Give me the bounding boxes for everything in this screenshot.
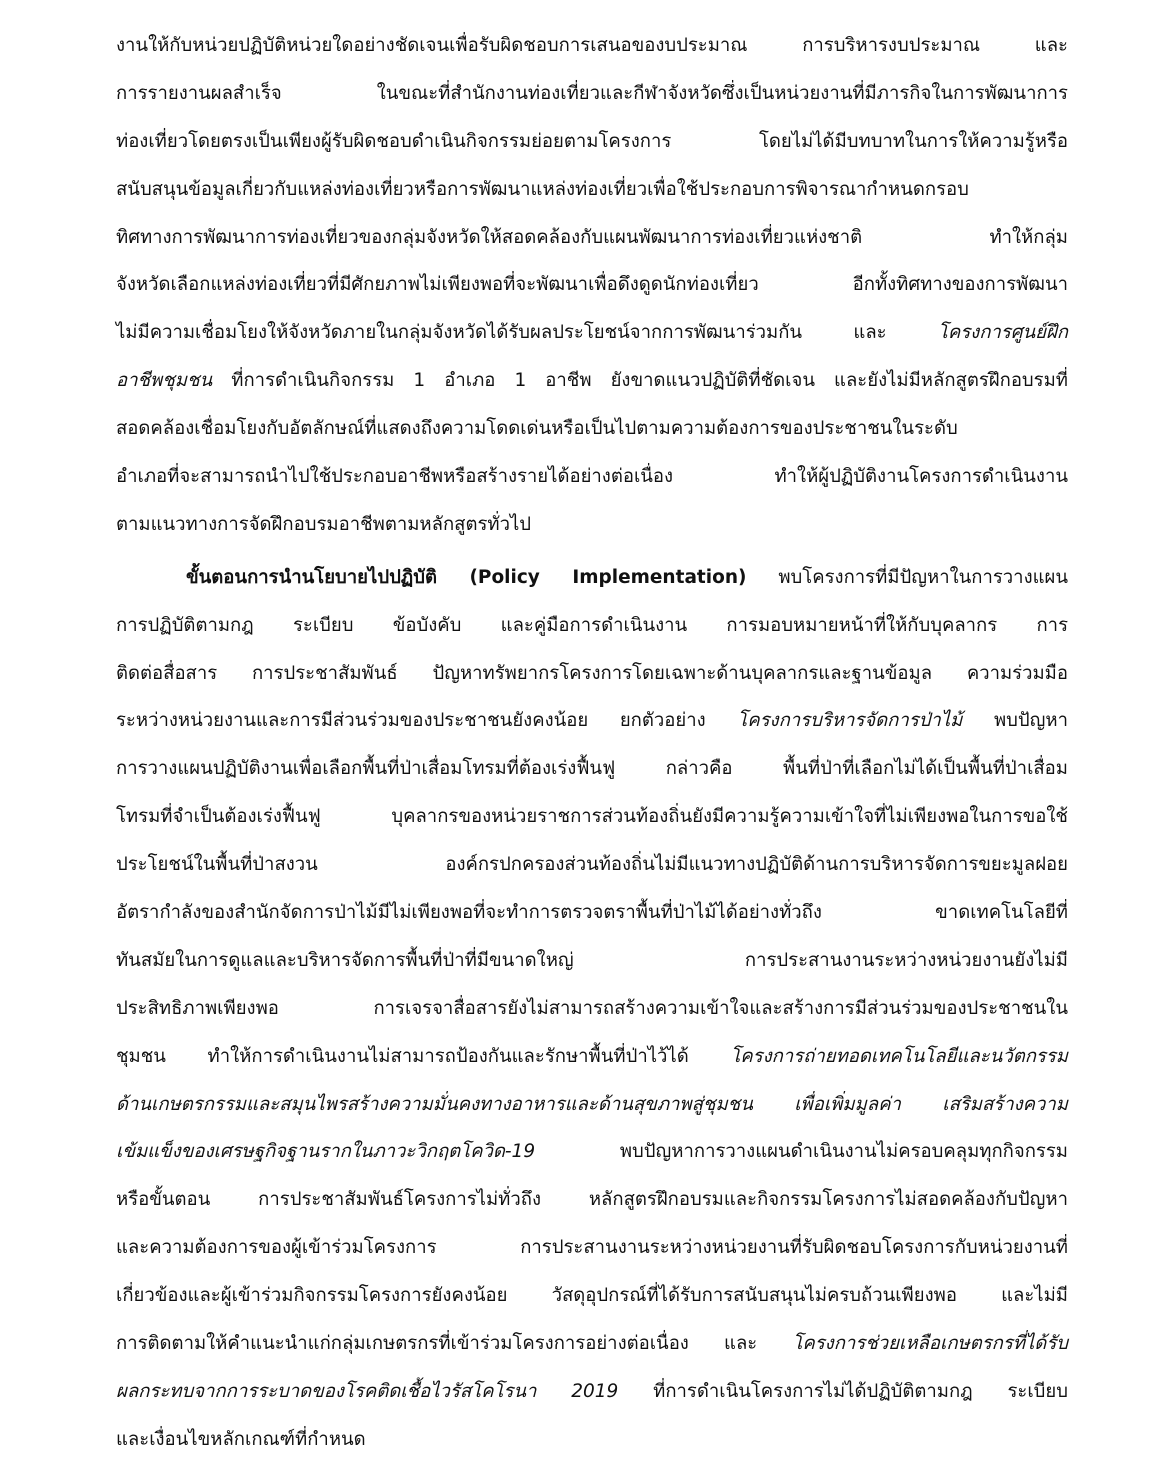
text-line: งานให้กับหน่วยปฏิบัติหน่วยใดอย่างชัดเจนเพื่อรับผิดชอบการเสนอของบประมาณ การบริหารงบประมาณ และ xyxy=(116,35,1068,56)
text-line xyxy=(116,1033,1068,1081)
text-line xyxy=(116,357,1068,405)
text-segment: ไม่มีความเชื่อมโยงให้จังหวัดภายในกลุ่มจังหวัดได้รับผลประโยชน์จากการพัฒนาร่วมกัน และ xyxy=(116,322,938,344)
project-name: โครงการศูนย์ฝึก xyxy=(937,322,1068,344)
text-line: และเงื่อนไขหลักเกณฑ์ที่กำหนด xyxy=(116,1428,366,1450)
project-name: โครงการช่วยเหลือเกษตรกรที่ได้รับ xyxy=(792,1333,1068,1355)
text-line xyxy=(116,309,1068,357)
text-line: เกี่ยวข้องและผู้เข้าร่วมกิจกรรมโครงการยังคงน้อย วัสดุอุปกรณ์ที่ได้รับการสนับสนุนไม่ครบถ้วนเพียงพอ และไม่มี xyxy=(116,1285,1068,1307)
text-line xyxy=(116,554,1068,602)
paragraph-1 xyxy=(116,22,1068,549)
text-line: ประโยชน์ในพื้นที่ป่าสงวน องค์กรปกครองส่วนท้องถิ่นไม่มีแนวทางปฏิบัติด้านการบริหารจัดการขยะมูลฝอย xyxy=(116,854,1068,876)
text-line: อัตรากำลังของสำนักจัดการป่าไม้มีไม่เพียงพอที่จะทำการตรวจตราพื้นที่ป่าไม้ได้อย่างทั่วถึง ขาดเทคโนโลยีที่ xyxy=(116,902,1068,924)
text-line: ทิศทางการพัฒนาการท่องเที่ยวของกลุ่มจังหวัดให้สอดคล้องกับแผนพัฒนาการท่องเที่ยวแห่งชาติ ทำให้กลุ่ม xyxy=(116,226,1068,248)
text-line: การรายงานผลสำเร็จ ในขณะที่สำนักงานท่องเที่ยวและกีฬาจังหวัดซึ่งเป็นหน่วยงานที่มีภารกิจในการพัฒนาการ xyxy=(116,82,1068,104)
text-line xyxy=(116,1368,1068,1416)
text-segment: พบปัญหาการวางแผนดำเนินงานไม่ครอบคลุมทุกกิจกรรม xyxy=(535,1141,1068,1163)
text-line: ตามแนวทางการจัดฝึกอบรมอาชีพตามหลักสูตรทั่วไป xyxy=(116,513,532,535)
document-page xyxy=(116,22,1068,1464)
text-segment: ระหว่างหน่วยงานและการมีส่วนร่วมของประชาชนยังคงน้อย ยกตัวอย่าง xyxy=(116,710,738,732)
paragraph-2 xyxy=(116,554,1068,1464)
text-line: จังหวัดเลือกแหล่งท่องเที่ยวที่มีศักยภาพไม่เพียงพอที่จะพัฒนาเพื่อดึงดูดนักท่องเที่ยว อีกทั้งทิศทางของการพัฒนา xyxy=(116,274,1068,296)
text-line: หรือขั้นตอน การประชาสัมพันธ์โครงการไม่ทั่วถึง หลักสูตรฝึกอบรมและกิจกรรมโครงการไม่สอดคล้องกับปัญหา xyxy=(116,1189,1068,1211)
text-segment: พบปัญหา xyxy=(962,710,1068,732)
text-line: ประสิทธิภาพเพียงพอ การเจรจาสื่อสารยังไม่สามารถสร้างความเข้าใจและสร้างการมีส่วนร่วมของประชาชนใน xyxy=(116,997,1068,1019)
text-line: สนับสนุนข้อมูลเกี่ยวกับแหล่งท่องเที่ยวหรือการพัฒนาแหล่งท่องเที่ยวเพื่อใช้ประกอบการพิจารณากำหนดกรอบ xyxy=(116,178,969,200)
text-segment: ที่การดำเนินโครงการไม่ได้ปฏิบัติตามกฎ ระเบียบ xyxy=(618,1380,1068,1402)
project-name: เข้มแข็งของเศรษฐกิจฐานรากในภาวะวิกฤตโควิด-19 xyxy=(116,1141,536,1163)
text-line: ติดต่อสื่อสาร การประชาสัมพันธ์ ปัญหาทรัพยากรโครงการโดยเฉพาะด้านบุคลากรและฐานข้อมูล ความร่วมมือ xyxy=(116,662,1068,684)
project-name: โครงการถ่ายทอดเทคโนโลยีและนวัตกรรม xyxy=(730,1045,1068,1067)
text-segment: ชุมชน ทำให้การดำเนินงานไม่สามารถป้องกันและรักษาพื้นที่ป่าไว้ได้ xyxy=(116,1045,731,1067)
text-segment: ที่การดำเนินกิจกรรม 1 อำเภอ 1 อาชีพ ยังขาดแนวปฏิบัติที่ชัดเจน และยังไม่มีหลักสูตรฝึกอบรมที่ xyxy=(212,370,1068,392)
text-line xyxy=(116,697,1068,745)
section-heading: ขั้นตอนการนำนโยบายไปปฏิบัติ (Policy Implementation) xyxy=(186,566,747,588)
text-line: ทันสมัยในการดูแลและบริหารจัดการพื้นที่ป่าที่มีขนาดใหญ่ การประสานงานระหว่างหน่วยงานยังไม่มี xyxy=(116,949,1068,971)
text-line: การปฏิบัติตามกฎ ระเบียบ ข้อบังคับ และคู่มือการดำเนินงาน การมอบหมายหน้าที่ให้กับบุคลากร การ xyxy=(116,614,1068,636)
text-line: อำเภอที่จะสามารถนำไปใช้ประกอบอาชีพหรือสร้างรายได้อย่างต่อเนื่อง ทำให้ผู้ปฏิบัติงานโครงการดำเนินงาน xyxy=(116,466,1068,488)
project-name-line: ด้านเกษตรกรรมและสมุนไพรสร้างความมั่นคงทางอาหารและด้านสุขภาพสู่ชุมชน เพื่อเพิ่มมูลค่า เสริมสร้างความ xyxy=(116,1093,1068,1115)
text-segment: พบโครงการที่มีปัญหาในการวางแผน xyxy=(746,566,1069,588)
text-segment: การติดตามให้คำแนะนำแก่กลุ่มเกษตรกรที่เข้าร่วมโครงการอย่างต่อเนื่อง และ xyxy=(116,1333,793,1355)
project-name: อาชีพชุมชน xyxy=(116,370,213,392)
project-name: ผลกระทบจากการระบาดของโรคติดเชื้อไวรัสโคโรนา 2019 xyxy=(116,1380,619,1402)
text-line: สอดคล้องเชื่อมโยงกับอัตลักษณ์ที่แสดงถึงความโดดเด่นหรือเป็นไปตามความต้องการของประชาชนในระดับ xyxy=(116,418,958,440)
project-name: โครงการบริหารจัดการป่าไม้ xyxy=(737,710,963,732)
text-line: ท่องเที่ยวโดยตรงเป็นเพียงผู้รับผิดชอบดำเนินกิจกรรมย่อยตามโครงการ โดยไม่ได้มีบทบาทในการให้ความรู้หรือ xyxy=(116,130,1068,152)
text-line: การวางแผนปฏิบัติงานเพื่อเลือกพื้นที่ป่าเสื่อมโทรมที่ต้องเร่งฟื้นฟู กล่าวคือ พื้นที่ป่าที่เลือกไม่ได้เป็นพื้นที่ป่าเสื่อม xyxy=(116,758,1068,780)
text-line: และความต้องการของผู้เข้าร่วมโครงการ การประสานงานระหว่างหน่วยงานที่รับผิดชอบโครงการกับหน่วยงานที่ xyxy=(116,1237,1068,1259)
text-line xyxy=(116,1128,1068,1176)
text-line: โทรมที่จำเป็นต้องเร่งฟื้นฟู บุคลากรของหน่วยราชการส่วนท้องถิ่นยังมีความรู้ความเข้าใจที่ไม่เพียงพอในการขอใช้ xyxy=(116,806,1068,828)
text-line xyxy=(116,1320,1068,1368)
